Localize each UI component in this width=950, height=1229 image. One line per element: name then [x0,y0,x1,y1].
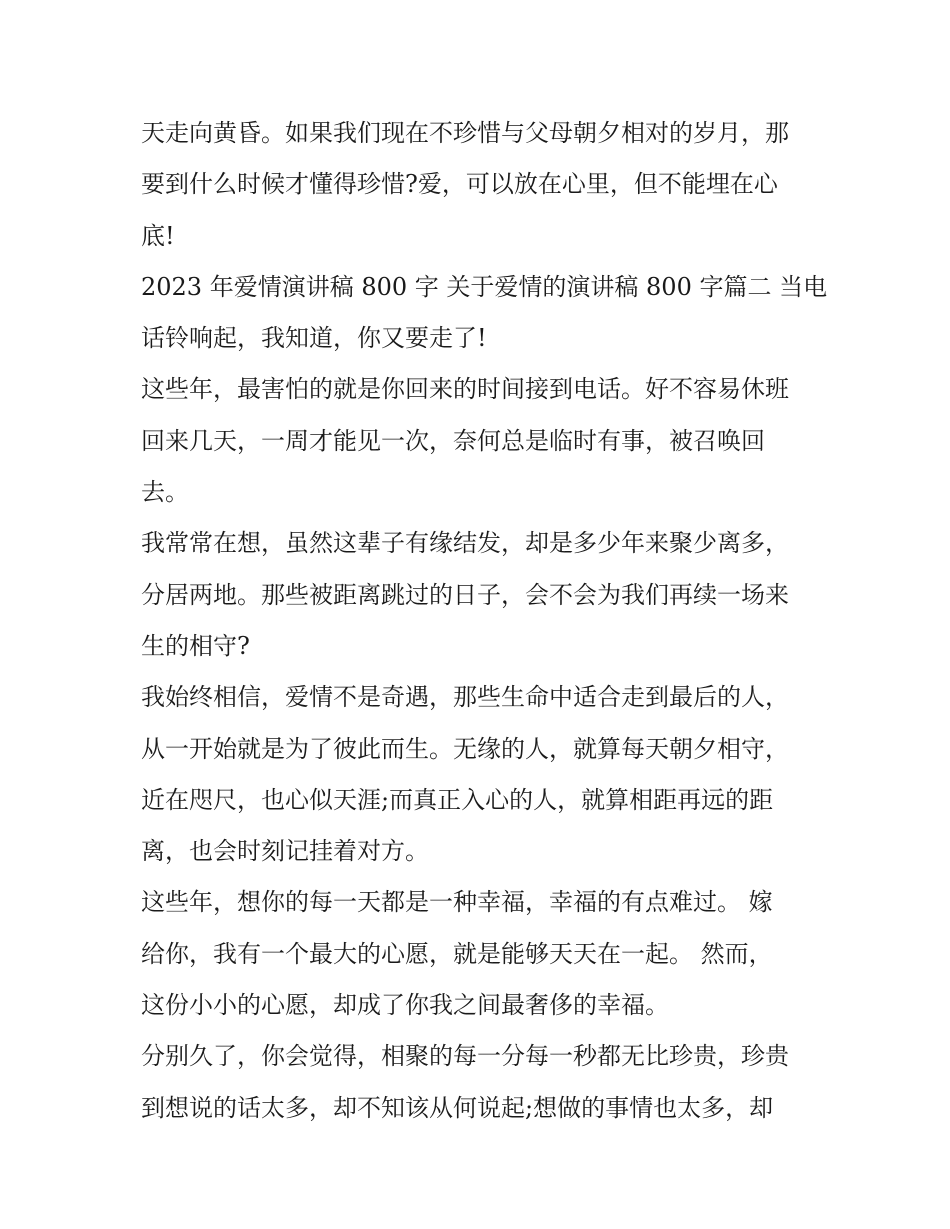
text-line: 天走向黄昏。如果我们现在不珍惜与父母朝夕相对的岁月，那 [141,119,789,147]
text-line: 这些年，最害怕的就是你回来的时间接到电话。好不容易休班 [141,375,789,404]
text-line: 去。 [141,478,189,507]
text-line: 2023 年爱情演讲稿 800 字 关于爱情的演讲稿 800 字篇二 当电 [141,272,828,301]
text-line: 这份小小的心愿，却成了你我之间最奢侈的幸福。 [141,991,669,1020]
text-line: 这些年，想你的每一天都是一种幸福，幸福的有点难过。 嫁 [141,888,773,917]
text-line: 给你，我有一个最大的心愿，就是能够天天在一起。 然而， [141,939,773,968]
text-line: 离，也会时刻记挂着对方。 [141,837,429,866]
text-line: 回来几天，一周才能见一次，奈何总是临时有事，被召唤回 [141,426,765,455]
text-line: 我始终相信，爱情不是奇遇，那些生命中适合走到最后的人， [141,683,789,712]
text-line: 生的相守? [141,631,250,660]
text-line: 从一开始就是为了彼此而生。无缘的人，就算每天朝夕相守， [141,734,789,763]
text-line: 要到什么时候才懂得珍惜?爱，可以放在心里，但不能埋在心 [141,170,778,199]
text-line: 底! [141,221,175,250]
text-line: 到想说的话太多，却不知该从何说起;想做的事情也太多，却 [141,1093,774,1122]
text-line: 我常常在想，虽然这辈子有缘结发，却是多少年来聚少离多， [141,529,789,558]
text-line: 分别久了，你会觉得，相聚的每一分每一秒都无比珍贵，珍贵 [141,1042,789,1071]
text-line: 近在咫尺，也心似天涯;而真正入心的人，就算相距再远的距 [141,785,774,814]
text-line: 话铃响起，我知道，你又要走了! [141,324,487,353]
body-text [141,108,828,1134]
text-line: 分居两地。那些被距离跳过的日子，会不会为我们再续一场来 [141,580,789,609]
